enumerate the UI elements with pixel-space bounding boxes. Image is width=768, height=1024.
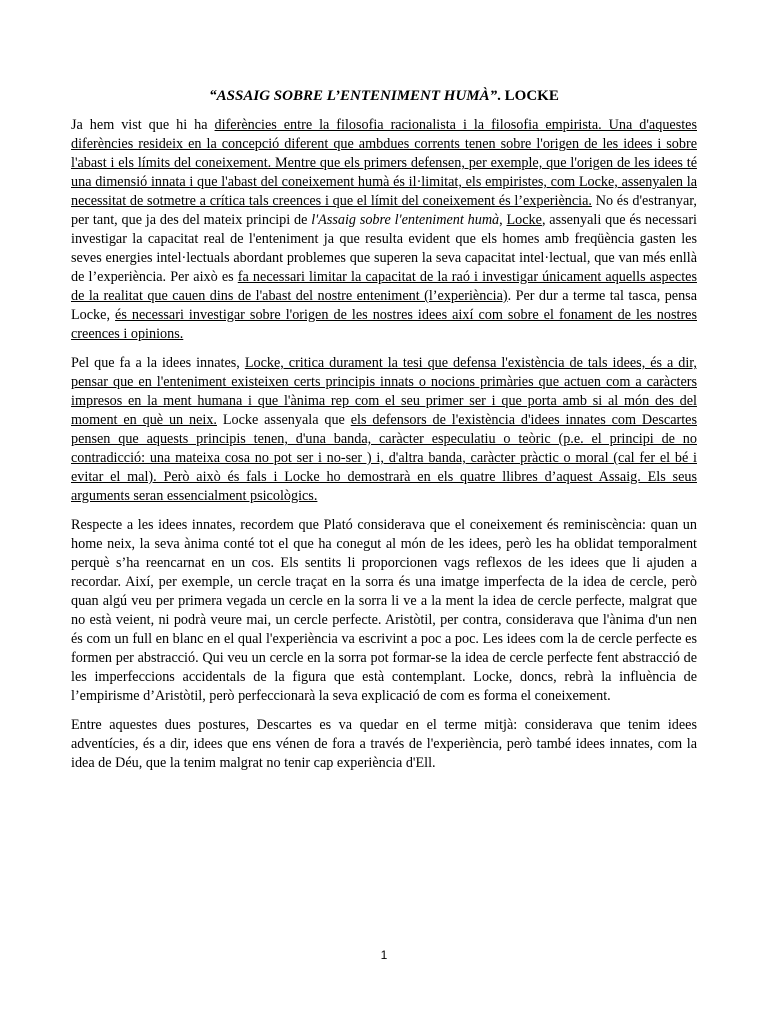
text-segment: Respecte a les idees innates, recordem que Plató considerava que el coneixement és reminiscència: quan un home neix, la seva ànima conté tot el que ha conegut al món de les idees, però les ha oblidat temporalment perquè s’ha reencarnat en un cos. Els sentits li proporcionen vags reflexos de les idees que li ajuden a recordar. Així, per exemple, un cercle traçat en la sorra és una imatge imperfecta de la idea de cercle, però quan algú veu per primera vegada un cercle en la sorra li ve a la ment la idea de cercle perfecte, malgrat que no està veient, ni podrà veure mai, un cercle perfecte. Aristòtil, per contra, considerava que l'ànima d'un nen és com un full en blanc en el qual l'experiència va escrivint a poc a poc. Les idees com la de cercle perfecte es formen per abstracció. Qui veu un cercle en la sorra pot formar-se la idea de cercle perfecte fent abstracció de les imperfeccions accidentals de la figura que està contemplant. Locke, doncs, rebrà la influència de l’empirisme d’Aristòtil, però perfeccionarà la seva explicació de com es forma el coneixement. [71,517,697,704]
italic-segment: l'Assaig sobre l'enteniment humà [311,212,500,228]
underlined-segment: diferències entre la filosofia racionalista i la filosofia empirista. Una d'aquestes diferències resideix en la concepció diferent que ambdues corrents tenen sobre l'origen de les idees i sobre l'abast i els límits del coneixement. Mentre que els primers defensen, per exemple, que l'origen de les idees té una dimensió innata i que l'abast del coneixement humà és il·limitat, els empiristes, com Locke, assenyalen la necessitat de sotmetre a crítica tals creences i que el límit del coneixement és l’experiència. [71,117,697,209]
text-segment: Locke assenyala que [216,412,351,428]
underlined-segment: és necessari investigar sobre l'origen de les nostres idees així com sobre el fonament de les nostres creences i opinions. [71,307,697,342]
text-segment: No és d'estranyar, per tant, que ja des del mateix principi de [71,193,697,228]
text-segment: , [499,212,507,228]
paragraph-4 [71,716,697,773]
text-segment: . Per dur a terme tal tasca, pensa Locke, [71,288,697,323]
paragraph-2 [71,354,697,506]
underlined-segment: fa necessari limitar la capacitat de la raó i investigar únicament aquells aspectes de la realitat que cauen dins de l'abast del nostre enteniment (l’experiència) [71,269,697,304]
title-italic: “ASSAIG SOBRE L’ENTENIMENT HUMÀ” [209,88,498,104]
text-segment: Ja hem vist que hi ha [71,117,215,133]
title-rest: . LOCKE [497,88,559,104]
text-segment: Pel que fa a la idees innates, [71,355,245,371]
page-number: 1 [380,948,388,962]
text-segment: Entre aquestes dues postures, Descartes es va quedar en el terme mitjà: considerava que tenim idees adventícies, és a dir, idees que ens vénen de fora a través de l'experiència, però també idees innates, com la idea de Déu, que la tenim malgrat no tenir cap experiència d'Ell. [71,717,697,771]
paragraph-1 [71,116,697,344]
underlined-segment: els defensors de l'existència d'idees innates com Descartes pensen que aquests principis tenen, d'una banda, caràcter especulatiu o teòric (p.e. el principi de no contradicció: una mateixa cosa no pot ser i no-ser ) i, d'altra banda, caràcter pràctic o moral (cal fer el bé i evitar el mal). Però això és fals i Locke ho demostrarà en els quatre llibres d’aquest Assaig. Els seus arguments seran essencialment psicològics. [71,412,697,504]
paragraph-3 [71,516,697,706]
text-segment: , assenyali que és necessari investigar la capacitat real de l'enteniment ja que resulta evident que els homes amb freqüència gasten les seves energies intel·lectuals abordant problemes que superen la seva capacitat intel·lectual, que van més enllà de l’experiència. Per això es [71,212,697,285]
underlined-segment: Locke [506,212,542,228]
document-title [71,86,697,106]
underlined-segment: Locke, critica durament la tesi que defensa l'existència de tals idees, és a dir, pensar que en l'enteniment existeixen certs principis innats o nocions primàries que actuen com a caràcters impresos en la ment humana i que l'ànima rep com el seu primer ser i que porta amb si al món des del moment en què un neix. [71,355,697,428]
